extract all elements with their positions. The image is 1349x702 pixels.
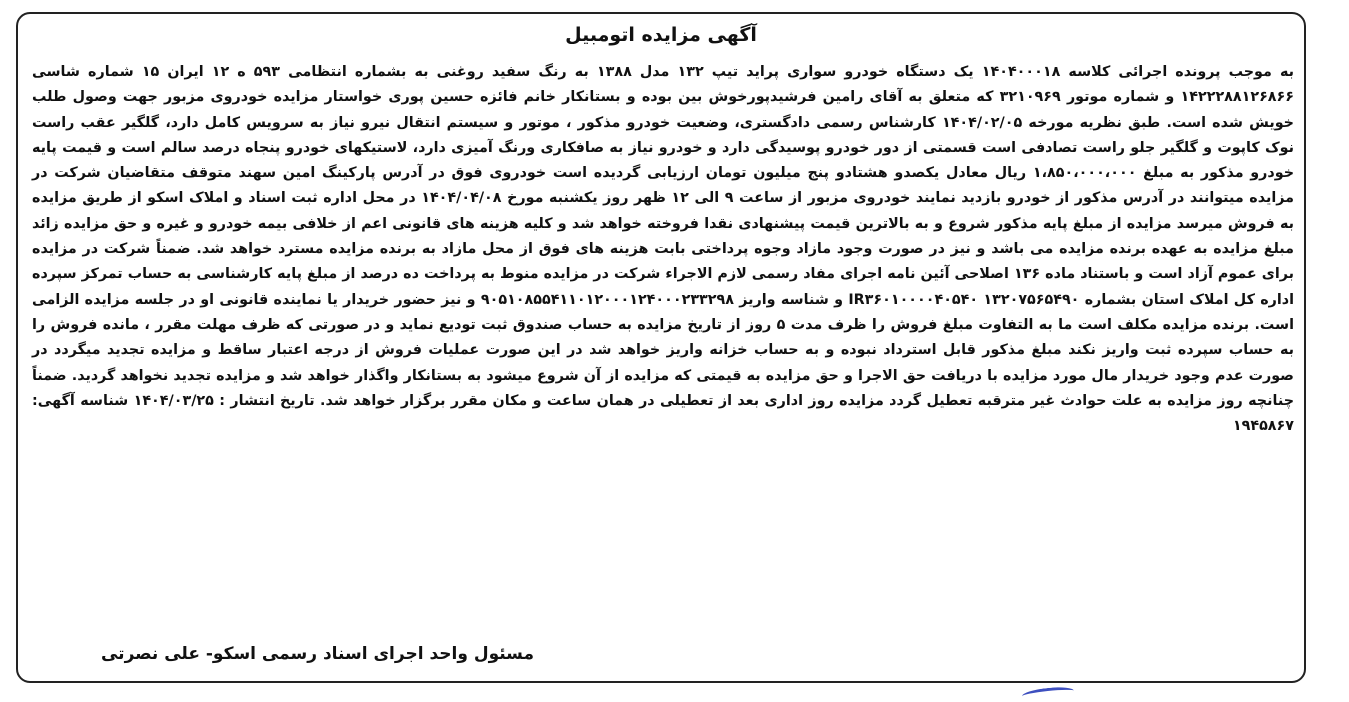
ink-mark bbox=[1022, 685, 1075, 701]
notice-body: به موجب پرونده اجرائی کلاسه ۱۴۰۴۰۰۰۱۸ یک دستگاه خودرو سواری پراید تیپ ۱۳۲ مدل ۱۳۸۸ به رنگ سفید روغنی به بشماره انتظامی ۵۹۳ ه ۱۲ ایران ۱۵ شماره شاسی ۱۴۲۲۲۸۸۱۲۶۸۶۶ و شماره موتور ۳۲۱۰۹۶۹ که متعلق به آقای رامین فرشیدپورخوش بین بوده و بستانکار خانم فائزه حسین پوری خواستار مزایده خودروی مزبور جهت وصول طلب خویش شده است. طبق نظریه مورخه ۱۴۰۴/۰۲/۰۵ کارشناس رسمی دادگستری، وضعیت خودرو مذکور ، موتور و سیستم انتقال نیرو نیاز به سرویس کامل دارد، گلگیر عقب راست نوک کاپوت و گلگیر جلو راست تصادفی است قسمتی از دور خودرو پوسیدگی دارد و خودرو نیاز به صافکاری ورنگ آمیزی دارد، لاستیکهای خودرو پنجاه درصد سالم است و قیمت پایه خودرو مذکور به مبلغ ۱،۸۵۰،۰۰۰،۰۰۰ ریال معادل یکصدو هشتادو پنج میلیون تومان ارزیابی گردیده است خودروی فوق در آدرس پارکینگ امین سهند متوقف متقاضیان شرکت در مزایده میتوانند در آدرس مذکور از خودرو بازدید نمایند خودروی مزبور از ساعت ۹ الی ۱۲ ظهر روز یکشنبه مورخ ۱۴۰۴/۰۴/۰۸ در محل اداره ثبت اسناد و املاک اسکو از طریق مزایده به فروش میرسد مزایده از مبلغ پایه مذکور شروع و به بالاترین قیمت پیشنهادی نقدا فروخته خواهد شد و کلیه هزینه های قانونی اعم از خلافی بیمه خودرو و غیره و حق مزایده زائد مبلغ مزایده به عهده برنده مزایده می باشد و نیز در صورت وجود مازاد وجوه پرداختی بابت هزینه های فوق از محل مازاد به برنده مزایده مسترد خواهد شد. ضمناً شرکت در مزایده برای عموم آزاد است و باستناد ماده ۱۳۶ اصلاحی آئین نامه اجرای مفاد رسمی لازم الاجراء شرکت در مزایده منوط به پرداخت ده درصد از مبلغ پایه کارشناسی به حساب تمرکز سپرده اداره کل املاک استان بشماره IR۳۶۰۱۰۰۰۰۴۰۵۴۰ ۱۳۲۰۷۵۶۵۴۹۰ و شناسه واریز ۹۰۵۱۰۸۵۵۴۱۱۰۱۲۰۰۰۱۲۴۰۰۰۲۳۳۲۹۸ و نیز حضور خریدار یا نماینده قانونی او در جلسه مزایده الزامی است. برنده مزایده مکلف است ما به التفاوت مبلغ فروش را ظرف مدت ۵ روز از تاریخ مزایده به حساب صندوق ثبت تودیع نماید و در صورتی که ظرف مهلت مقرر ، مانده فروش را به حساب سپرده ثبت واریز نکند مبلغ مذکور قابل استرداد نبوده و به حساب خزانه واریز خواهد شد در این صورت عملیات فروش از درجه اعتبار ساقط و مزایده تجدید میگردد در صورت عدم وجود خریدار مال مورد مزایده با دریافت حق الاجرا و حق مزایده به قیمتی که مزایده از آن شروع میشود به بستانکار واگذار خواهد شد و مزایده تجدید نخواهد گردید. ضمناً چنانچه روز مزایده به علت حوادث غیر مترقبه تعطیل گردد مزایده روز اداری بعد از تعطیلی در همان ساعت و مکان مقرر برگزار خواهد شد. تاریخ انتشار : ۱۴۰۴/۰۳/۲۵ شناسه آگهی: ۱۹۴۵۸۶۷ bbox=[32, 64, 1295, 435]
notice-frame bbox=[16, 12, 1306, 683]
notice-title: آگهی مزایده اتومبیل bbox=[565, 24, 757, 46]
notice-signature: مسئول واحد اجرای اسناد رسمی اسکو- علی نصرتی bbox=[100, 644, 534, 664]
